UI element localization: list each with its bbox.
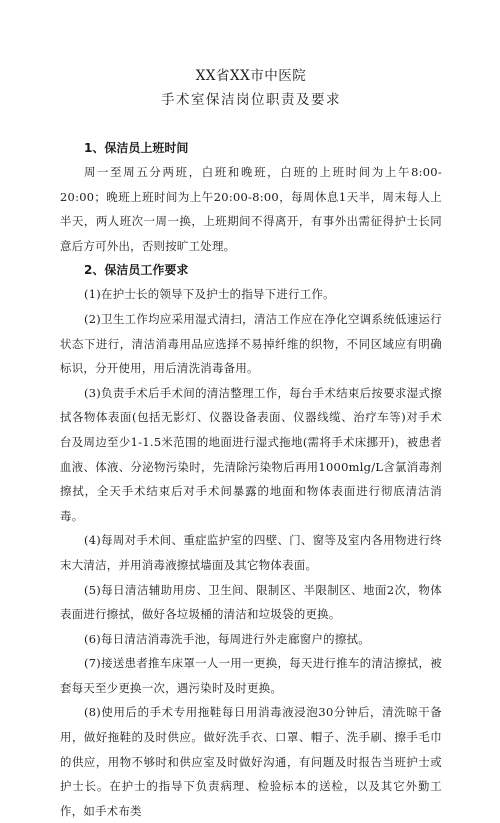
section-heading: 2、保洁员工作要求 xyxy=(84,263,189,278)
hospital-name: XX省XX市中医院 xyxy=(195,68,307,84)
paragraph: (6)每日清洁消毒洗手池，每周进行外走廊窗户的擦拭。 xyxy=(84,631,370,646)
section-heading: 1、保洁员上班时间 xyxy=(84,141,189,155)
paragraph: (7)接送患者推车床罩一人一用一更换，每天进行推车的清洁擦拭，被套每天至少更换一次，遇污染时及时更换。 xyxy=(60,656,442,695)
section-work-hours xyxy=(60,136,442,258)
section-work-requirements xyxy=(60,258,442,823)
paragraph: (4)每周对手术间、重症监护室的四壁、门、窗等及室内各用物进行终末大清洁，并用消毒液擦拭墙面及其它物体表面。 xyxy=(60,533,442,572)
paragraph: (5)每日清洁辅助用房、卫生间、限制区、半限制区、地面2次，物体表面进行擦拭，做好各垃圾桶的清洁和垃圾袋的更换。 xyxy=(60,582,442,622)
paragraph: (8)使用后的手术专用拖鞋每日用消毒液浸泡30分钟后，清洗晾干备用，做好拖鞋的及时供应。做好洗手衣、口罩、帽子、洗手刷、擦手毛巾的供应，用物不够时和供应室及时做好沟通，有问题及时报告当班护士或护士长。在护士的指导下负责病理、检验标本的送检，以及其它外勤工作，如手术布类 xyxy=(60,705,442,818)
paragraph: 周一至周五分两班，白班和晚班，白班的上班时间为上午8:00-20:00；晚班上班时间为上午20:00-8:00，每周休息1天半，周末每人上半天，两人班次一周一换，上班期间不得离开，有事外出需征得护士长同意后方可外出，否则按旷工处理。 xyxy=(60,165,442,253)
paragraph: (3)负责手术后手术间的清洁整理工作，每台手术结束后按要求湿式擦拭各物体表面(包括无影灯、仪器设备表面、仪器线缆、治疗车等)对手术台及周边至少1-1.5米范围的地面进行湿式拖地(需将手术床挪开)，被患者血液、体液、分泌物污染时，先清除污染物后再用1000mlg/L含氯消毒剂擦拭，全天手术结束后对手术间暴露的地面和物体表面进行彻底清洁消毒。 xyxy=(60,385,442,523)
paragraph: (1)在护士长的领导下及护士的指导下进行工作。 xyxy=(84,287,335,302)
paragraph: (2)卫生工作均应采用湿式清扫，清洁工作应在净化空调系统低速运行状态下进行，清洁消毒用品应选择不易掉纤维的织物，不同区域应有明确标识，分开使用，用后清洗消毒备用。 xyxy=(60,311,442,376)
document-title: 手术室保洁岗位职责及要求 xyxy=(161,92,341,108)
